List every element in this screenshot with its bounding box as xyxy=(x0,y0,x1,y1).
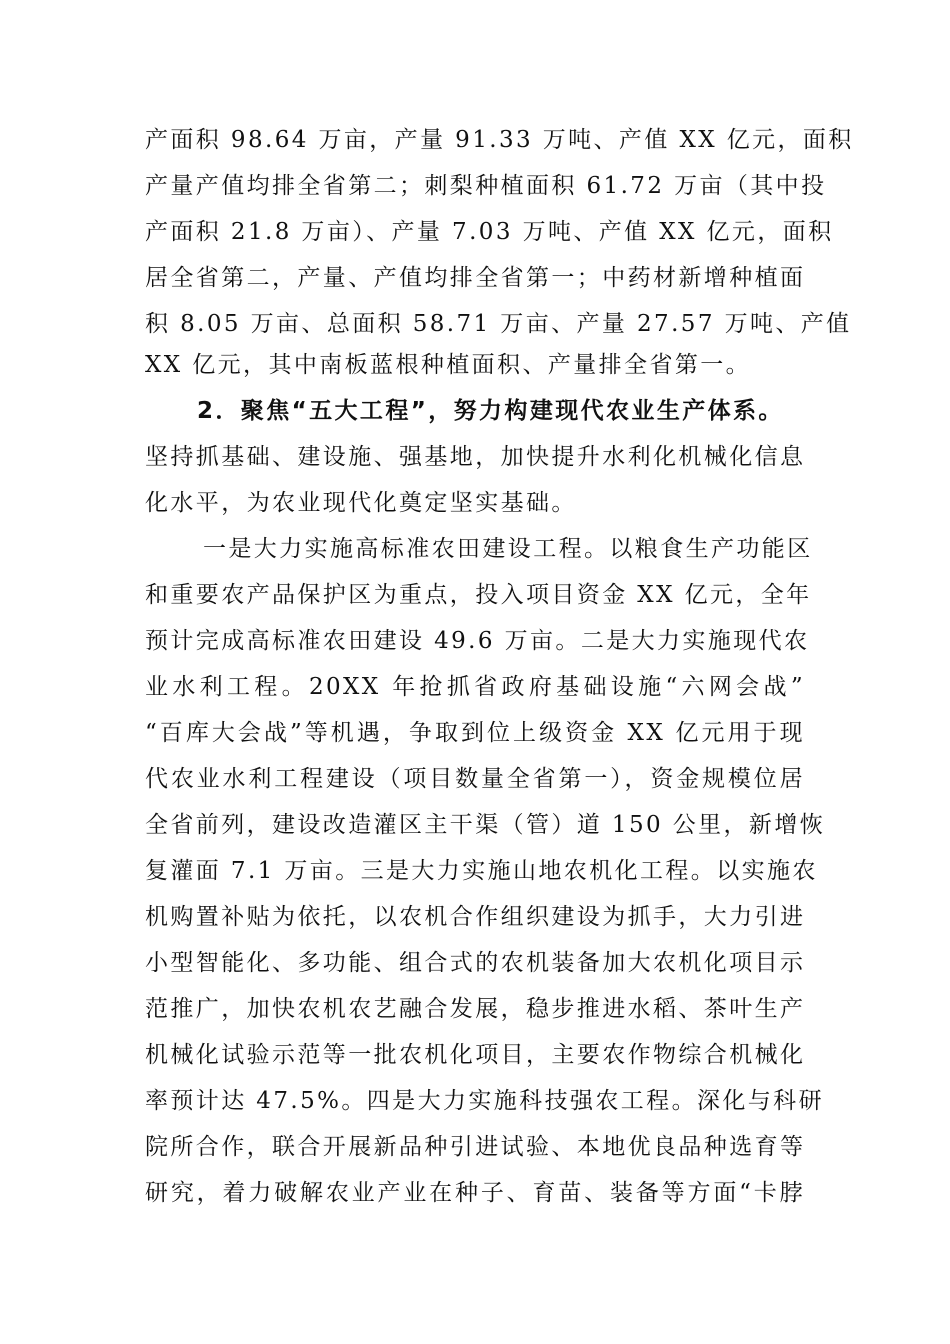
paragraph-line: 预计完成高标准农田建设 49.6 万亩。二是大力实施现代农 xyxy=(145,628,810,654)
paragraph-line: 业水利工程。20XX 年抢抓省政府基础设施“六网会战” xyxy=(145,674,805,700)
paragraph-line: 化水平，为农业现代化奠定坚实基础。 xyxy=(145,490,577,516)
paragraph-line: 小型智能化、多功能、组合式的农机装备加大农机化项目示 xyxy=(145,950,806,976)
paragraph-line: 研究，着力破解农业产业在种子、育苗、装备等方面“卡脖 xyxy=(145,1180,805,1206)
paragraph-line: 院所合作，联合开展新品种引进试验、本地优良品种选育等 xyxy=(145,1134,806,1160)
paragraph-line: “百库大会战”等机遇，争取到位上级资金 XX 亿元用于现 xyxy=(145,720,805,746)
paragraph-line: 居全省第二，产量、产值均排全省第一；中药材新增种植面 xyxy=(145,265,806,291)
paragraph-line: 产量产值均排全省第二；刺梨种植面积 61.72 万亩（其中投 xyxy=(145,173,827,199)
paragraph-line: 复灌面 7.1 万亩。三是大力实施山地农机化工程。以实施农 xyxy=(145,858,818,884)
paragraph-line: 机械化试验示范等一批农机化项目，主要农作物综合机械化 xyxy=(145,1042,806,1068)
paragraph-line: 一是大力实施高标准农田建设工程。以粮食生产功能区 xyxy=(203,536,813,562)
paragraph-line: 全省前列，建设改造灌区主干渠（管）道 150 公里，新增恢 xyxy=(145,812,826,838)
paragraph-line: 和重要农产品保护区为重点，投入项目资金 XX 亿元，全年 xyxy=(145,582,812,608)
paragraph-line: 积 8.05 万亩、总面积 58.71 万亩、产量 27.57 万吨、产值 xyxy=(145,311,852,337)
paragraph-line: 产面积 98.64 万亩，产量 91.33 万吨、产值 XX 亿元，面积 xyxy=(145,127,854,153)
section-heading: 2．聚焦“五大工程”，努力构建现代农业生产体系。 xyxy=(197,398,784,424)
paragraph-line: 率预计达 47.5%。四是大力实施科技强农工程。深化与科研 xyxy=(145,1088,824,1114)
paragraph-line: 坚持抓基础、建设施、强基地，加快提升水利化机械化信息 xyxy=(145,444,806,470)
paragraph-line: 范推广，加快农机农艺融合发展，稳步推进水稻、茶叶生产 xyxy=(145,996,806,1022)
paragraph-line: 产面积 21.8 万亩）、产量 7.03 万吨、产值 XX 亿元，面积 xyxy=(145,219,834,245)
paragraph-line: XX 亿元，其中南板蓝根种植面积、产量排全省第一。 xyxy=(145,352,752,378)
paragraph-line: 代农业水利工程建设（项目数量全省第一），资金规模位居 xyxy=(145,766,805,792)
paragraph-line: 机购置补贴为依托，以农机合作组织建设为抓手，大力引进 xyxy=(145,904,806,930)
